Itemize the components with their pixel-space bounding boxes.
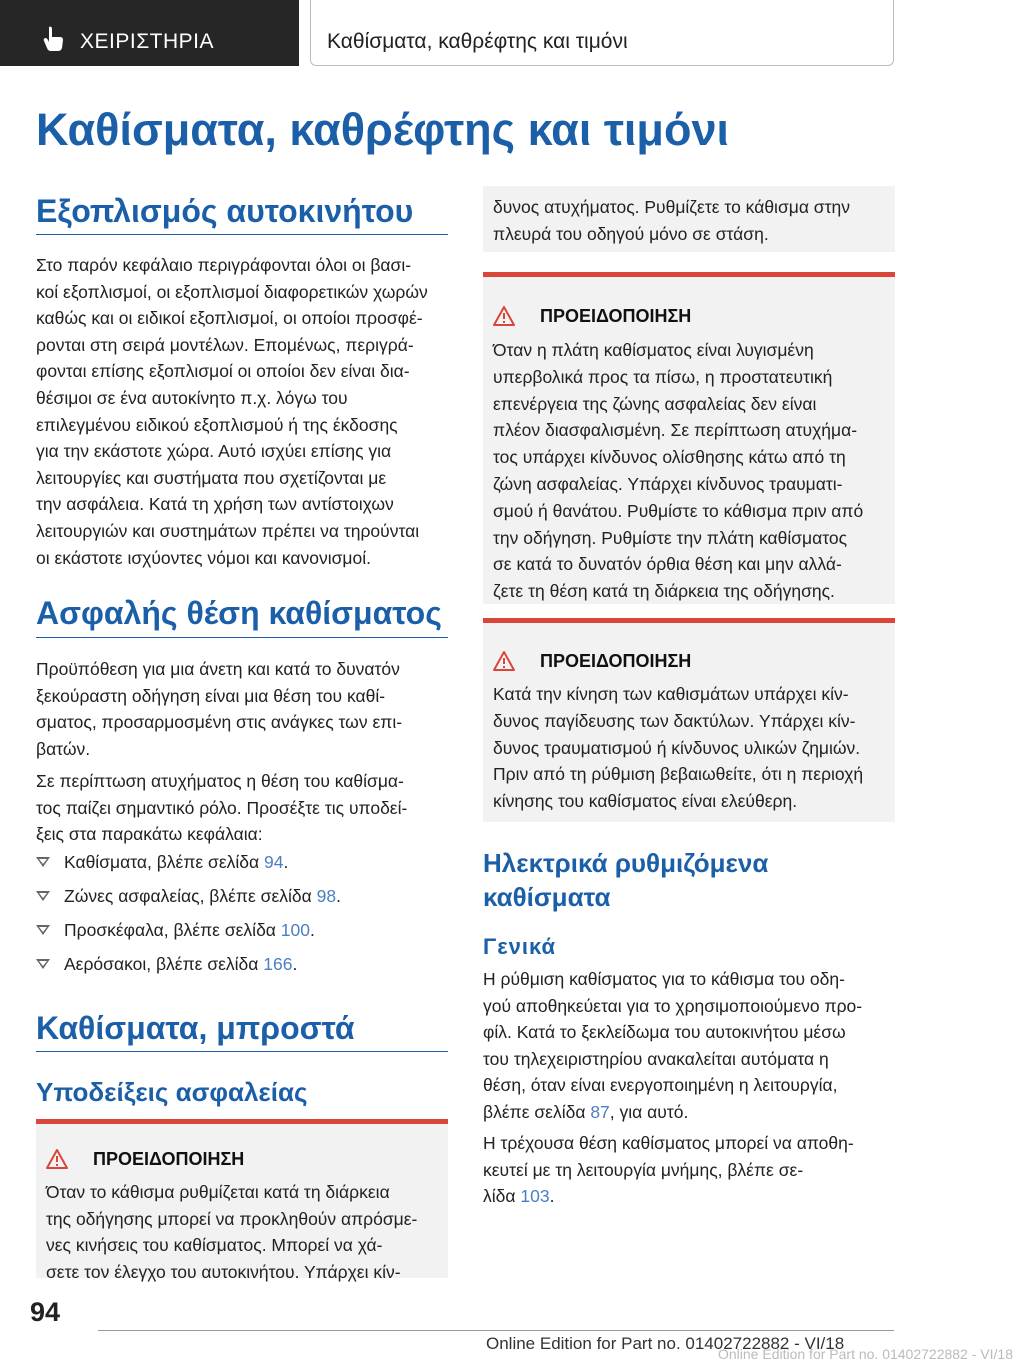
inline-text: βλέπε σελίδα	[483, 1101, 591, 1122]
edition-text: Online Edition for Part no. 01402722882 - VI/18	[486, 1334, 845, 1353]
triangle-bullet-icon	[36, 925, 50, 935]
electric-paragraph-1	[483, 966, 862, 1126]
section-heading-front-seats: Καθίσματα, μπροστά	[36, 1010, 355, 1046]
subheading-general: Γενικά	[483, 934, 557, 959]
text-line: σε κατά το δυνατόν όρθια θέση και μην αλλά‐	[493, 554, 842, 575]
text-line: τος υπάρχει κίνδυνος ολίσθησης κάτω από τη	[493, 447, 846, 468]
warning-box-3	[483, 618, 895, 822]
text-line: Σε περίπτωση ατυχήματος η θέση του καθίσμα‐	[36, 771, 404, 791]
page-link[interactable]: 94	[264, 852, 284, 872]
electric-paragraph-2	[483, 1130, 854, 1210]
warning-box-1-continued	[483, 186, 895, 252]
warning-text	[493, 337, 863, 605]
warning-triangle-icon	[493, 306, 515, 326]
text-line: ξεκούραστη οδήγηση είναι μια θέση του καθί‐	[36, 685, 386, 706]
text-line: της οδήγησης μπορεί να προκληθούν απρόσμε‐	[46, 1208, 418, 1229]
text-line: Προϋπόθεση για μια άνετη και κατά το δυνατόν	[36, 659, 400, 679]
heading-line: καθίσματα	[483, 882, 611, 912]
section-heading-safe-position: Ασφαλής θέση καθίσματος	[36, 595, 442, 631]
heading-line: Ηλεκτρικά ρυθμιζόμενα	[483, 848, 769, 878]
text-line: επενέργεια της ζώνης ασφαλείας δεν είναι	[493, 393, 817, 414]
text-line: Πριν από τη ρύθμιση βεβαιωθείτε, ότι η περιοχή	[493, 764, 864, 785]
text-line: καθώς και οι ειδικοί εξοπλισμοί, οι οποίοι προσφέ‐	[36, 308, 423, 329]
text-line: λειτουργίες και συστήματα που σχετίζονται με	[36, 467, 387, 488]
triangle-bullet-icon	[36, 857, 50, 867]
warning-text	[493, 194, 850, 247]
inline-text: λίδα	[483, 1186, 521, 1207]
page-link[interactable]: 166	[263, 954, 293, 974]
hand-pointer-icon	[42, 26, 64, 52]
text-line: πλέον διασφαλισμένη. Σε περίπτωση ατυχήμα‐	[493, 420, 858, 441]
bullet-end: .	[336, 886, 341, 906]
warning-title: ΠΡΟΕΙΔΟΠΟΙΗΣΗ	[540, 306, 692, 326]
section-heading-electric-seats	[483, 846, 768, 914]
warning-box-1	[36, 1119, 448, 1282]
text-line: κευτεί με τη λειτουργία μνήμης, βλέπε σε‐	[483, 1159, 804, 1180]
triangle-bullet-icon	[36, 959, 50, 969]
bullet-text: Ζώνες ασφαλείας, βλέπε σελίδα	[64, 886, 317, 906]
watermark-text: Online Edition for Part no. 01402722882 - VI/18	[718, 1346, 1013, 1362]
page-title: Καθίσματα, καθρέφτης και τιμόνι	[36, 104, 729, 155]
text-line: γού αποθηκεύεται για το χρησιμοποιούμενο προ‐	[483, 995, 863, 1016]
section-rule	[36, 234, 448, 235]
footer-rule	[98, 1330, 894, 1331]
text-line: Στο παρόν κεφάλαιο περιγράφονται όλοι οι βασι‐	[36, 255, 412, 275]
text-line: κοί εξοπλισμοί, οι εξοπλισμοί διαφορετικών χωρών	[36, 281, 428, 302]
text-line: Όταν το κάθισμα ρυθμίζεται κατά τη διάρκεια	[46, 1182, 390, 1202]
text-line: βατών.	[36, 738, 91, 759]
warning-text	[46, 1179, 417, 1285]
text-line: λειτουργιών και συστημάτων πρέπει να τηρούνται	[36, 520, 420, 541]
section-rule	[36, 1051, 448, 1052]
bullet-text: Προσκέφαλα, βλέπε σελίδα	[64, 920, 281, 940]
text-line: τος παίζει σημαντικό ρόλο. Προσέξτε τις υποδεί‐	[36, 797, 408, 818]
section-rule	[36, 637, 448, 638]
page-link[interactable]: 100	[280, 920, 310, 940]
text-line	[483, 1099, 862, 1126]
text-line: Η τρέχουσα θέση καθίσματος μπορεί να αποθη‐	[483, 1133, 854, 1153]
warning-title: ΠΡΟΕΙΔΟΠΟΙΗΣΗ	[540, 651, 692, 671]
text-line: δυνος παγίδευσης των δακτύλων. Υπάρχει κίν‐	[493, 710, 856, 731]
text-line: θέση, όταν είναι ενεργοποιημένη η λειτουργία,	[483, 1075, 838, 1096]
warning-triangle-icon	[493, 651, 515, 671]
bullet-text: Καθίσματα, βλέπε σελίδα	[64, 852, 265, 872]
breadcrumb	[310, 0, 894, 66]
bullet-end: .	[310, 920, 315, 940]
subheading-safety-notes: Υποδείξεις ασφαλείας	[36, 1077, 308, 1107]
text-line: Όταν η πλάτη καθίσματος είναι λυγισμένη	[493, 340, 814, 360]
text-line: επιλεγμένου ειδικού εξοπλισμού ή της έκδοσης	[36, 414, 398, 435]
text-line: φίλ. Κατά το ξεκλείδωμα του αυτοκινήτου μέσω	[483, 1022, 846, 1043]
text-line: δυνος τραυματισμού ή κίνδυνος υλικών ζημιών.	[493, 737, 861, 758]
text-line: σμού ή θανάτου. Ρυθμίστε το κάθισμα πριν από	[493, 500, 864, 521]
text-line: την ασφάλεια. Κατά τη χρήση των αντίστοιχων	[36, 494, 394, 515]
text-line: υπερβολικά προς τα πίσω, η προστατευτική	[493, 366, 833, 387]
text-line: ζετε τη θέση κατά τη διάρκεια της οδήγησης.	[493, 581, 835, 602]
equipment-paragraph	[36, 252, 428, 571]
triangle-bullet-icon	[36, 891, 50, 901]
text-line: του τηλεχειριστηρίου ανακαλείται αυτόματα η	[483, 1048, 829, 1069]
text-line: ρονται στη σειρά μοντέλων. Επομένως, περιγρά‐	[36, 334, 414, 355]
warning-triangle-icon	[46, 1149, 68, 1169]
section-heading-equipment: Εξοπλισμός αυτοκινήτου	[36, 193, 414, 229]
text-line: κίνησης του καθίσματος είναι ελεύθερη.	[493, 791, 798, 812]
page-link[interactable]: 103	[520, 1186, 550, 1207]
text-line: οι εκάστοτε ισχύοντες νόμοι και κανονισμοί.	[36, 547, 371, 568]
breadcrumb-text: Καθίσματα, καθρέφτης και τιμόνι	[327, 30, 628, 53]
chapter-tab-label: ΧΕΙΡΙΣΤΗΡΙΑ	[80, 30, 215, 53]
text-line: δυνος ατυχήματος. Ρυθμίζετε το κάθισμα στην	[493, 197, 850, 217]
text-line: ξεις στα παρακάτω κεφάλαια:	[36, 824, 263, 845]
text-line: ζώνη ασφαλείας. Υπάρχει κίνδυνος τραυματι‐	[493, 473, 843, 494]
inline-text: .	[549, 1186, 555, 1207]
bullet-text: Αερόσακοι, βλέπε σελίδα	[64, 954, 264, 974]
page-link[interactable]: 98	[316, 886, 337, 906]
text-line: Κατά την κίνηση των καθισμάτων υπάρχει κίν‐	[493, 684, 849, 704]
warning-text	[493, 681, 863, 815]
page-link[interactable]: 87	[590, 1101, 610, 1122]
text-line: πλευρά του οδηγού μόνο σε στάση.	[493, 223, 769, 244]
safe-paragraph-1	[36, 656, 402, 762]
page-header	[0, 0, 960, 66]
page-number: 94	[30, 1297, 61, 1327]
text-line: σματος, προσαρμοσμένη στις ανάγκες των επι‐	[36, 712, 403, 733]
text-line: για την εκάστοτε χώρα. Αυτό ισχύει επίσης για	[36, 441, 392, 462]
text-line: την οδήγηση. Ρυθμίστε την πλάτη καθίσματος	[493, 527, 848, 548]
warning-title: ΠΡΟΕΙΔΟΠΟΙΗΣΗ	[93, 1149, 245, 1169]
text-line	[483, 1183, 854, 1210]
text-line: θέσιμοι σε ένα αυτοκίνητο π.χ. λόγω του	[36, 387, 348, 408]
text-line: φονται επίσης εξοπλισμοί οι οποίοι δεν είναι δια‐	[36, 361, 410, 382]
inline-text: , για αυτό.	[609, 1101, 689, 1122]
text-line: νες κινήσεις του καθίσματος. Μπορεί να χά‐	[46, 1235, 383, 1255]
text-line: Η ρύθμιση καθίσματος για το κάθισμα του οδη‐	[483, 969, 845, 989]
bullet-end: .	[283, 852, 289, 872]
safe-paragraph-2	[36, 768, 407, 848]
warning-box-2	[483, 272, 895, 604]
bullet-end: .	[292, 954, 298, 974]
chapter-tab[interactable]	[0, 0, 299, 66]
text-line: σετε τον έλεγχο του αυτοκινήτου. Υπάρχει κίν‐	[46, 1261, 401, 1282]
